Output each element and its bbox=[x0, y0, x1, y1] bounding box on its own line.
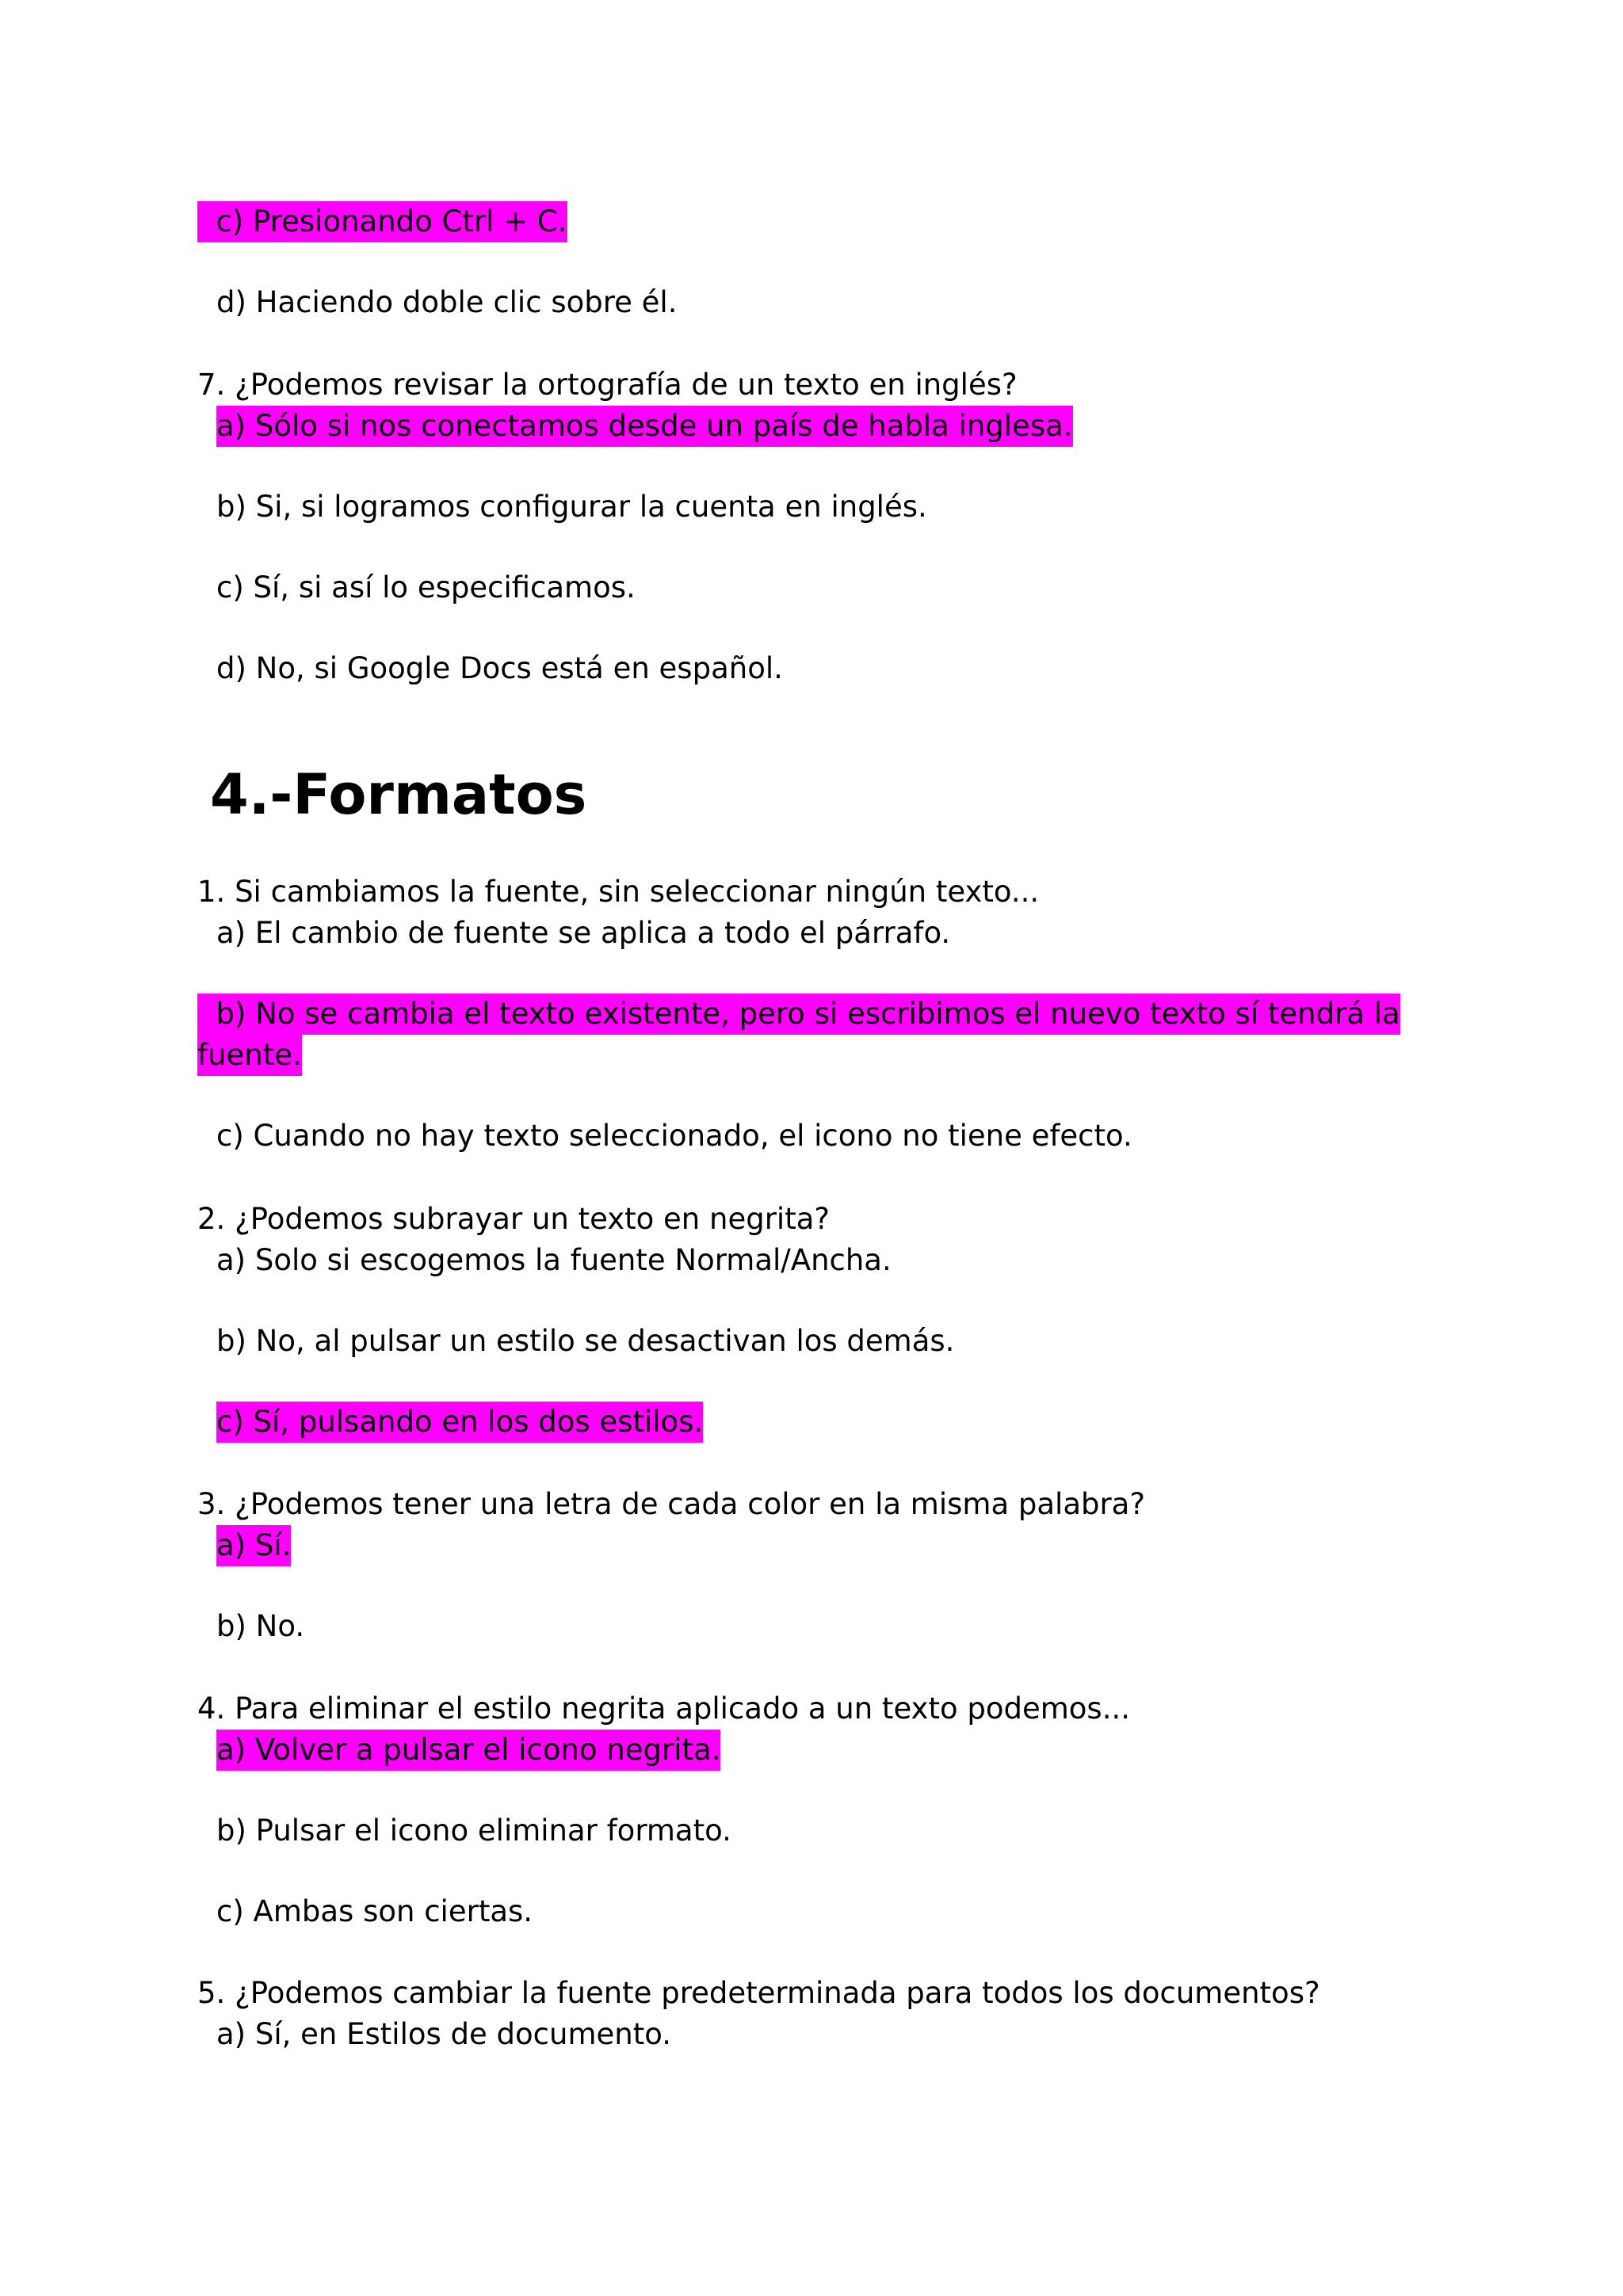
answer-q1-b-line1: b) No se cambia el texto existente, pero si escribimos el nuevo texto sí tendrá la bbox=[197, 994, 1400, 1035]
answer-q2-a: a) Solo si escogemos la fuente Normal/Ancha. bbox=[216, 1243, 892, 1277]
answer-q2-c: c) Sí, pulsando en los dos estilos. bbox=[216, 1402, 703, 1443]
question-q4: 4. Para eliminar el estilo negrita aplicado a un texto podemos... bbox=[197, 1691, 1130, 1726]
answer-q7-a: a) Sólo si nos conectamos desde un país de habla inglesa. bbox=[216, 406, 1073, 447]
answer-q7-d: d) No, si Google Docs está en español. bbox=[216, 651, 783, 685]
answer-q3-b: b) No. bbox=[216, 1609, 305, 1643]
question-q3: 3. ¿Podemos tener una letra de cada color en la misma palabra? bbox=[197, 1487, 1145, 1521]
question-q2: 2. ¿Podemos subrayar un texto en negrita? bbox=[197, 1202, 831, 1236]
answer-q5-a: a) Sí, en Estilos de documento. bbox=[216, 2017, 671, 2051]
question-q5: 5. ¿Podemos cambiar la fuente predeterminada para todos los documentos? bbox=[197, 1976, 1320, 2010]
answer-q1-c: c) Cuando no hay texto seleccionado, el icono no tiene efecto. bbox=[216, 1119, 1132, 1153]
question-q1: 1. Si cambiamos la fuente, sin seleccionar ningún texto... bbox=[197, 875, 1040, 909]
answer-q7-c: c) Sí, si así lo especificamos. bbox=[216, 570, 636, 605]
answer-q4-c: c) Ambas son ciertas. bbox=[216, 1894, 533, 1928]
answer-q2-b: b) No, al pulsar un estilo se desactivan los demás. bbox=[216, 1324, 955, 1358]
answer-q3-a: a) Sí. bbox=[216, 1525, 291, 1566]
section-title: 4.-Formatos bbox=[210, 762, 587, 827]
answer-q4-b: b) Pulsar el icono eliminar formato. bbox=[216, 1814, 731, 1848]
answer-q6-d: d) Haciendo doble clic sobre él. bbox=[216, 285, 678, 319]
answer-q7-b: b) Si, si logramos configurar la cuenta en inglés. bbox=[216, 490, 927, 524]
answer-q6-c: c) Presionando Ctrl + C. bbox=[197, 201, 567, 242]
answer-q1-a: a) El cambio de fuente se aplica a todo el párrafo. bbox=[216, 916, 951, 950]
answer-q1-b-line2: fuente. bbox=[197, 1035, 302, 1076]
answer-q4-a: a) Volver a pulsar el icono negrita. bbox=[216, 1730, 720, 1771]
question-q7: 7. ¿Podemos revisar la ortografía de un texto en inglés? bbox=[197, 368, 1018, 402]
